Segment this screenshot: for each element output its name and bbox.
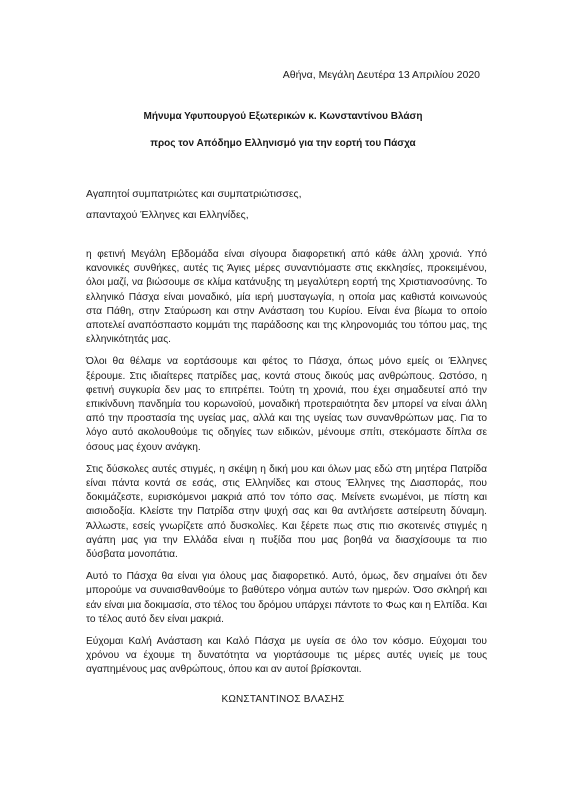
paragraph-2: Όλοι θα θέλαμε να εορτάσουμε και φέτος το Πάσχα, όπως μόνο εμείς οι Έλληνες ξέρουμε. Στις ιδιαίτερες πατρίδες μας, κοντά στους δικούς μας ανθρώπους. Ωστόσο, η φετινή συγκυρία δεν μας το επιτρέπει. Τούτη τη χρονιά, που έχει σημαδευτεί από την επικίνδυνη πανδημία του κορωνοϊού, μοναδική προτεραιότητα δεν μπορεί να είναι άλλη από την προστασία της υγείας μας, αλλά και της υγείας των συνανθρώπων μας. Για το λόγο αυτό ακολουθούμε τις οδηγίες των ειδικών, μένουμε σπίτι, στεκόμαστε δίπλα σε όσους μας έχουν ανάγκη. [86, 356, 487, 453]
letter-body [86, 248, 487, 686]
signature: ΚΩΝΣΤΑΝΤΙΝΟΣ ΒΛΑΣΗΣ [221, 694, 345, 705]
greeting-line2: απανταχού Έλληνες και Ελληνίδες, [86, 209, 249, 221]
letter-title-line2: προς τον Απόδημο Ελληνισμό για την εορτή του Πάσχα [150, 138, 416, 149]
letter-title-line1: Μήνυμα Υφυπουργού Εξωτερικών κ. Κωνσταντίνου Βλάση [143, 111, 423, 122]
paragraph-3: Στις δύσκολες αυτές στιγμές, η σκέψη η δική μου και όλων μας εδώ στη μητέρα Πατρίδα είναι πάντα κοντά σε εσάς, στις Ελληνίδες και στους Έλληνες της Διασποράς, που δοκιμάζεστε, ευρισκόμενοι μακριά από τον τόπο σας. Μείνετε ενωμένοι, με πίστη και αισιοδοξία. Κλείστε την Πατρίδα στην ψυχή σας και θα αντλήσετε αστείρευτη δύναμη. Άλλωστε, εσείς γνωρίζετε από δυσκολίες. Και ξέρετε πως στις πιο σκοτεινές στιγμές η αγάπη μας για την Ελλάδα είναι η πυξίδα που μας βοηθά να διασχίσουμε τα πιο δύσβατα μονοπάτια. [86, 463, 487, 561]
paragraph-4: Αυτό το Πάσχα θα είναι για όλους μας διαφορετικό. Αυτό, όμως, δεν σημαίνει ότι δεν μπορούμε να συναισθανθούμε το βαθύτερο νόημα αυτών των ημερών. Όσο σκληρή και εάν είναι μια δοκιμασία, στο τέλος του δρόμου υπάρχει πάντοτε το Φως και η Ελπίδα. Και το τέλος αυτό δεν είναι μακριά. [86, 571, 487, 625]
paragraph-5: Εύχομαι Καλή Ανάσταση και Καλό Πάσχα με υγεία σε όλο τον κόσμο. Εύχομαι του χρόνου να έχουμε τη δυνατότητα να γιορτάσουμε τις μέρες αυτές υγιείς με τους αγαπημένους μας ανθρώπους, όπου και αν αυτοί βρίσκονται. [86, 636, 487, 676]
paragraph-1: η φετινή Μεγάλη Εβδομάδα είναι σίγουρα διαφορετική από κάθε άλλη χρονιά. Υπό κανονικές συνθήκες, αυτές τις Άγιες μέρες συναντιόμαστε στις εκκλησίες, προκειμένου, όλοι μαζί, να βιώσουμε σε κλίμα κατάνυξης τη μεγαλύτερη εορτή της Χριστιανοσύνης. Το ελληνικό Πάσχα είναι μοναδικό, μία ιερή μυσταγωγία, η οποία μας καθιστά κοινωνούς στα Πάθη, στην Σταύρωση και στην Ανάσταση του Κυρίου. Είναι ένα βίωμα το οποίο αποτελεί αναπόσπαστο κομμάτι της παράδοσης και της κληρονομιάς του τόπου μας, της ελληνικότητάς μας. [86, 249, 487, 346]
letter-date: Αθήνα, Μεγάλη Δευτέρα 13 Απριλίου 2020 [282, 69, 480, 81]
greeting-line1: Αγαπητοί συμπατριώτες και συμπατριώτισσες, [86, 188, 302, 200]
